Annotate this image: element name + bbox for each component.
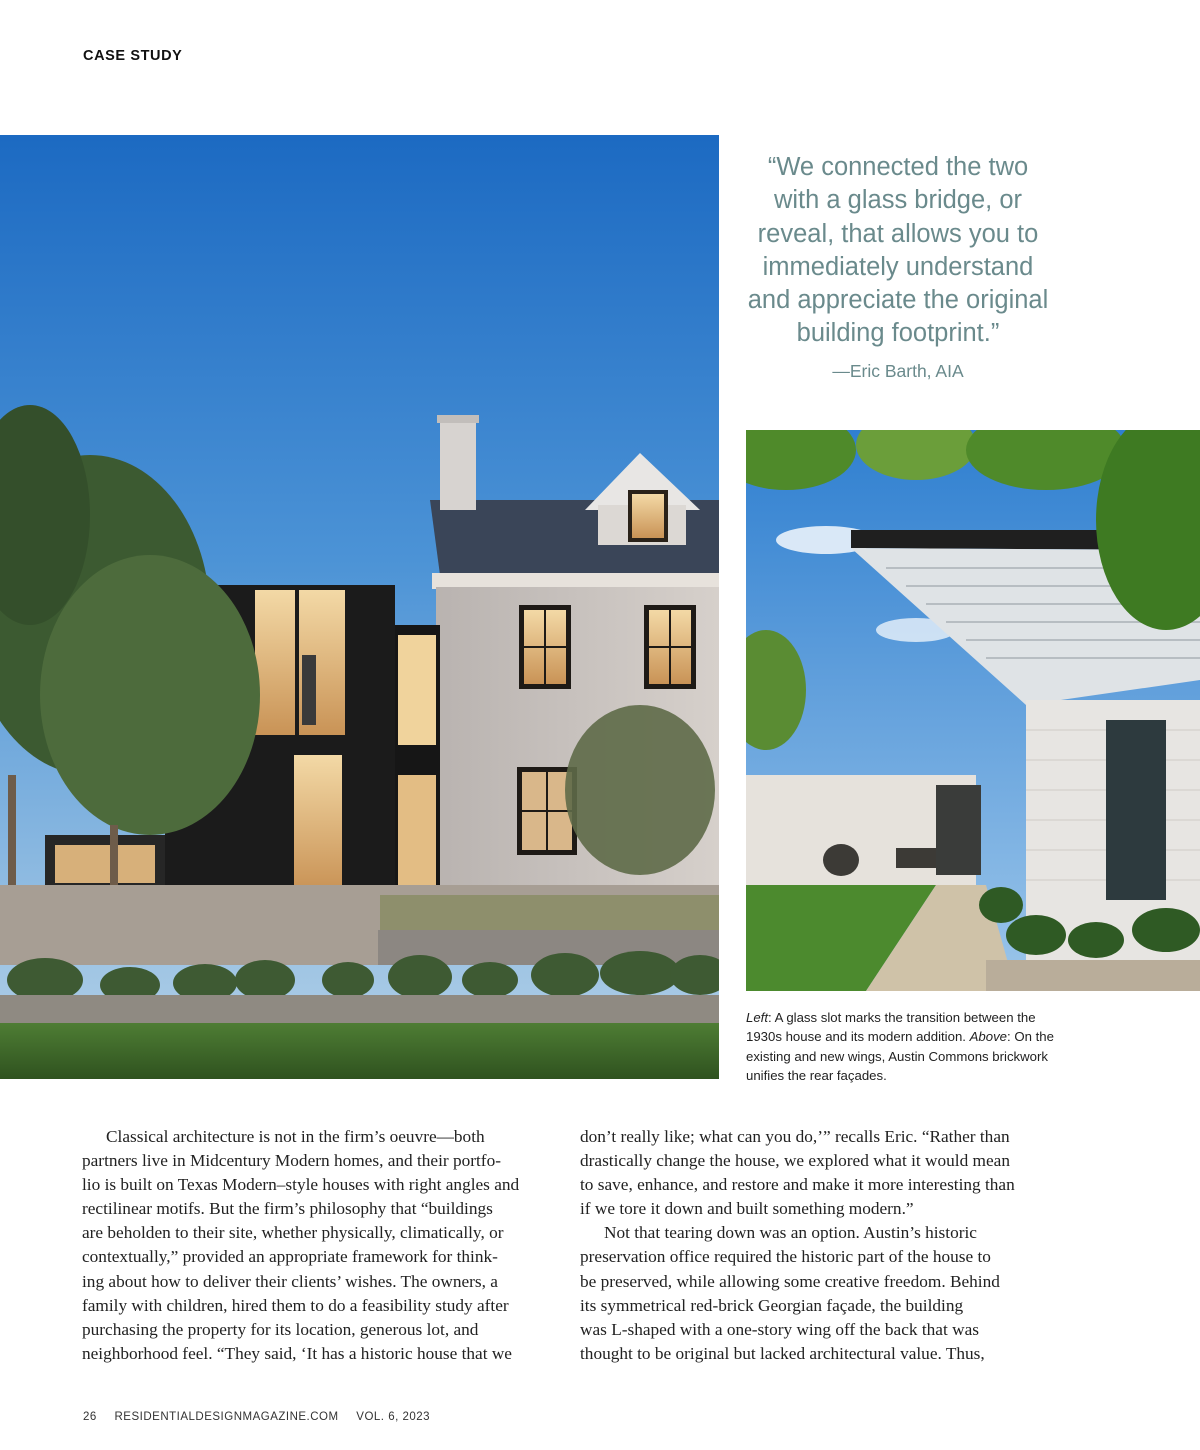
caption-left-text: : A glass slot marks the transition between the 1930s house and its modern addition. (746, 1010, 1036, 1045)
page-footer (83, 1411, 444, 1423)
body-line: its symmetrical red-brick Georgian façade, the building (580, 1295, 964, 1315)
side-photo-courtyard (746, 430, 1200, 991)
body-line: preservation office required the historic part of the house to (580, 1247, 991, 1267)
body-line: lio is built on Texas Modern–style houses with right angles and (82, 1175, 520, 1195)
body-line: family with children, hired them to do a feasibility study after (82, 1295, 509, 1315)
caption-above-label: Above (969, 1029, 1008, 1045)
body-line: rectilinear motifs. But the firm’s philosophy that “buildings (82, 1199, 493, 1219)
pull-quote-line: reveal, that allows you to (757, 219, 1039, 248)
pull-quote-line: immediately understand (762, 252, 1034, 281)
body-line: if we tore it down and built something modern.” (580, 1199, 914, 1219)
pull-quote-attribution: —Eric Barth, AIA (832, 360, 964, 381)
pull-quote-line: building footprint.” (796, 319, 1000, 348)
body-line: be preserved, while allowing some creative freedom. Behind (580, 1271, 1000, 1291)
body-line: drastically change the house, we explored what it would mean (580, 1151, 1010, 1171)
section-kicker: CASE STUDY (83, 48, 183, 64)
footer-issue: VOL. 6, 2023 (356, 1411, 431, 1423)
body-line: Classical architecture is not in the firm’s oeuvre—both (106, 1127, 485, 1146)
pull-quote-line: “We connected the two (767, 153, 1029, 181)
body-line: ing about how to deliver their clients’ wishes. The owners, a (82, 1271, 498, 1291)
photo-caption (746, 1008, 1066, 1085)
pull-quote-line: and appreciate the original (747, 286, 1049, 315)
body-line: was L-shaped with a one-story wing off the back that was (580, 1319, 979, 1339)
body-line: don’t really like; what can you do,’” recalls Eric. “Rather than (580, 1127, 1010, 1146)
body-line: purchasing the property for its location, generous lot, and (82, 1319, 479, 1339)
body-line: Not that tearing down was an option. Austin’s historic (604, 1223, 977, 1243)
pull-quote-line: with a glass bridge, or (773, 186, 1023, 215)
body-column-left (82, 1125, 554, 1366)
body-line: neighborhood feel. “They said, ‘It has a historic house that we (82, 1343, 512, 1363)
main-photo-house-exterior (0, 135, 719, 1079)
body-column-right (580, 1125, 1052, 1366)
body-line: are beholden to their site, whether physically, climatically, or (82, 1223, 504, 1243)
body-line: thought to be original but lacked architectural value. Thus, (580, 1343, 985, 1363)
pull-quote (728, 151, 1068, 382)
body-line: partners live in Midcentury Modern homes, and their portfo- (82, 1151, 501, 1171)
caption-above-text: : On the existing and new wings, Austin Commons brickwork unifies the rear façades. (746, 1029, 1054, 1083)
body-line: contextually,” provided an appropriate framework for think- (82, 1247, 498, 1267)
caption-left-label: Left (746, 1010, 768, 1025)
footer-site-link[interactable]: RESIDENTIALDESIGNMAGAZINE.COM (114, 1411, 339, 1423)
page-number: 26 (83, 1411, 97, 1423)
body-line: to save, enhance, and restore and make it more interesting than (580, 1175, 1015, 1195)
